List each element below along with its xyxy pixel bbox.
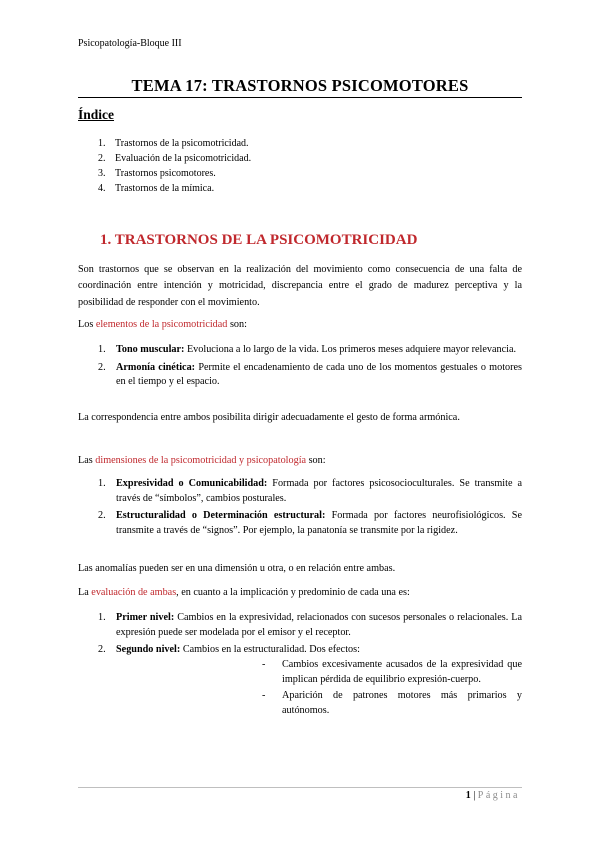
effects-list — [98, 658, 522, 720]
title-divider — [78, 97, 522, 98]
anomalies-paragraph: Las anomalías pueden ser en una dimensión u otra, o en relación entre ambas. — [78, 563, 396, 574]
index-list — [98, 136, 251, 196]
list-item: 2. Armonía cinética: Permite el encadenamiento de cada uno de los momentos gestuales o motores en el tiempo y el espacio. — [98, 361, 522, 388]
list-item: - Cambios excesivamente acusados de la expresividad que implican pérdida de equilibrio expresión-cuerpo. — [262, 659, 522, 685]
section-heading: 1. TRASTORNOS DE LA PSICOMOTRICIDAD — [100, 232, 418, 248]
levels-list — [98, 611, 522, 659]
list-item: 1. Expresividad o Comunicabilidad: Formada por factores psicosocioculturales. Se transmite a través de “símbolos”, cambios posturales. — [98, 478, 522, 504]
correspondence-paragraph: La correspondencia entre ambos posibilita dirigir adecuadamente el gesto de forma armónica. — [78, 412, 460, 423]
index-item: 4. Trastornos de la mímica. — [98, 183, 215, 194]
evaluation-intro: La evaluación de ambas, en cuanto a la implicación y predominio de cada una es: — [78, 587, 410, 598]
list-item: 2. Estructuralidad o Determinación estructural: Formada por factores neurofisiológicos. Se transmite a través de “signos”. Por ejemplo, la panatonía se transmite por la rigidez. — [98, 510, 522, 536]
index-item: 3. Trastornos psicomotores. — [98, 168, 216, 179]
list-item: - Aparición de patrones motores más primarios y autónomos. — [262, 690, 522, 716]
list-item: 1. Tono muscular: Evoluciona a lo largo de la vida. Los primeros meses adquiere mayor relevancia. — [98, 344, 517, 355]
elements-intro: Los elementos de la psicomotricidad son: — [78, 319, 247, 330]
footer-divider — [78, 787, 522, 788]
index-heading: Índice — [78, 107, 115, 122]
intro-paragraph: Son trastornos que se observan en la realización del movimiento como consecuencia de una falta de coordinación entre intención y motricidad, discrepancia entre el grado de madurez perceptiva y la posibilidad de responder con el movimiento. — [78, 264, 522, 308]
document-header: Psicopatología-Bloque III — [78, 38, 182, 49]
dimensions-intro: Las dimensiones de la psicomotricidad y psicopatología son: — [78, 455, 326, 466]
index-item: 2. Evaluación de la psicomotricidad. — [98, 153, 252, 164]
page-number: 1 | Página — [465, 790, 520, 801]
list-item: 2. Segundo nivel: Cambios en la estructuralidad. Dos efectos: — [98, 644, 360, 656]
elements-list — [98, 343, 522, 393]
page-title: TEMA 17: TRASTORNOS PSICOMOTORES — [131, 76, 469, 95]
list-item: 1. Primer nivel: Cambios en la expresividad, relacionados con sucesos personales o relacionales. La expresión puede ser modelada por el emisor y el receptor. — [98, 612, 522, 638]
index-item: 1. Trastornos de la psicomotricidad. — [98, 138, 249, 149]
dimensions-list — [98, 477, 522, 541]
